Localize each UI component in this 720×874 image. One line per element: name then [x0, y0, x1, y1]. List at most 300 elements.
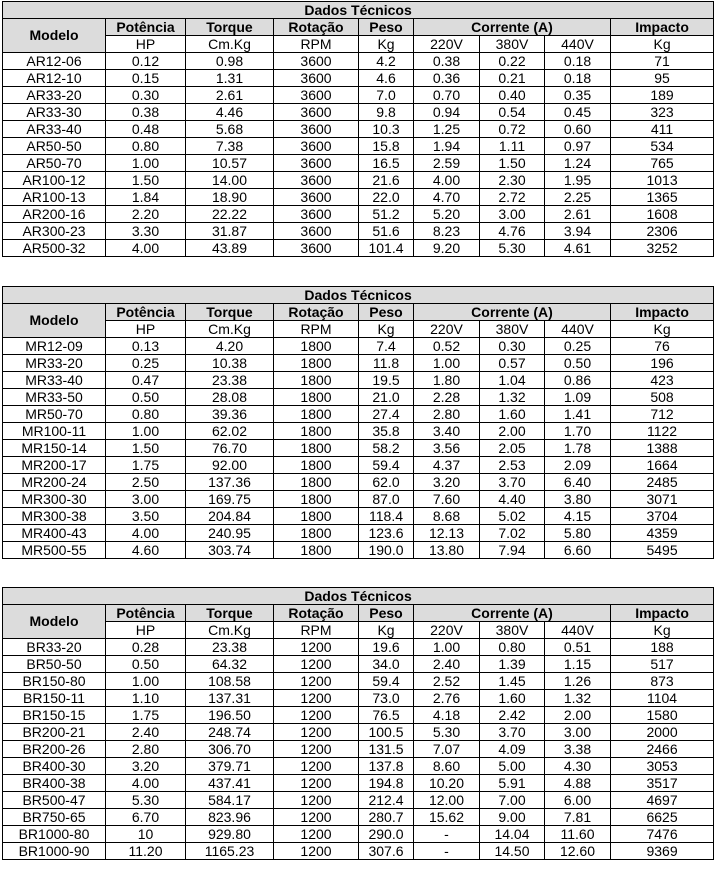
table-cell: BR500-47: [3, 792, 106, 809]
table-cell: 1.11: [480, 138, 545, 155]
table-cell: 1.00: [106, 673, 186, 690]
table-cell: 1200: [274, 707, 359, 724]
table-row: [3, 639, 714, 656]
units-row: [3, 36, 714, 53]
table-cell: 290.0: [359, 826, 414, 843]
table-cell: 0.38: [414, 53, 480, 70]
table-cell: 51.6: [359, 223, 414, 240]
table-cell: 1.15: [545, 656, 611, 673]
col-header-modelo: Modelo: [3, 304, 106, 338]
table-cell: 14.04: [480, 826, 545, 843]
table-cell: 3.50: [106, 508, 186, 525]
table-cell: 2.20: [106, 206, 186, 223]
table-cell: BR200-26: [3, 741, 106, 758]
table-cell: 1013: [611, 172, 714, 189]
table-cell: 1.00: [414, 355, 480, 372]
table-row: [3, 138, 714, 155]
table-cell: 10.20: [414, 775, 480, 792]
table-cell: 6.60: [545, 542, 611, 559]
table-cell: 248.74: [186, 724, 274, 741]
unit-v440: 440V: [545, 622, 611, 639]
table-row: [3, 189, 714, 206]
table-row: [3, 673, 714, 690]
table-cell: 19.5: [359, 372, 414, 389]
unit-v440: 440V: [545, 36, 611, 53]
table-cell: 5.20: [414, 206, 480, 223]
table-cell: 1200: [274, 826, 359, 843]
table-cell: 62.0: [359, 474, 414, 491]
table-cell: 712: [611, 406, 714, 423]
table-row: [3, 474, 714, 491]
table-cell: 3600: [274, 155, 359, 172]
col-header-modelo: Modelo: [3, 605, 106, 639]
col-header-impacto: Impacto: [611, 304, 714, 321]
col-header-potencia: Potência: [106, 304, 186, 321]
table-cell: 10.38: [186, 355, 274, 372]
table-cell: 3600: [274, 206, 359, 223]
table-cell: 0.28: [106, 639, 186, 656]
table-cell: 137.31: [186, 690, 274, 707]
table-cell: 3.80: [545, 491, 611, 508]
table-cell: 3053: [611, 758, 714, 775]
tech-table-br: [2, 587, 713, 860]
table-row: [3, 206, 714, 223]
table-cell: 118.4: [359, 508, 414, 525]
table-cell: 1365: [611, 189, 714, 206]
table-cell: 19.6: [359, 639, 414, 656]
table-cell: MR12-09: [3, 338, 106, 355]
table-cell: 1200: [274, 741, 359, 758]
table-cell: 3.20: [106, 758, 186, 775]
table-cell: 1.50: [106, 440, 186, 457]
table-cell: MR500-55: [3, 542, 106, 559]
table-cell: 3071: [611, 491, 714, 508]
table-cell: BR400-38: [3, 775, 106, 792]
col-header-torque: Torque: [186, 605, 274, 622]
table-cell: BR50-50: [3, 656, 106, 673]
col-header-impacto: Impacto: [611, 605, 714, 622]
table-cell: 1200: [274, 724, 359, 741]
units-row: [3, 321, 714, 338]
table-cell: 0.86: [545, 372, 611, 389]
table-cell: BR150-15: [3, 707, 106, 724]
table-cell: 1.75: [106, 707, 186, 724]
table-cell: 10.3: [359, 121, 414, 138]
table-cell: 1.04: [480, 372, 545, 389]
table-cell: 1800: [274, 440, 359, 457]
unit-torque: Cm.Kg: [186, 36, 274, 53]
table-cell: 3704: [611, 508, 714, 525]
table-cell: 3600: [274, 121, 359, 138]
table-cell: BR150-11: [3, 690, 106, 707]
table-cell: 1200: [274, 758, 359, 775]
table-cell: 379.71: [186, 758, 274, 775]
table-cell: 2.80: [106, 741, 186, 758]
table-cell: MR33-20: [3, 355, 106, 372]
table-cell: 59.4: [359, 673, 414, 690]
table-cell: 76: [611, 338, 714, 355]
table-row: [3, 826, 714, 843]
table-cell: 1200: [274, 809, 359, 826]
header-row: [3, 304, 714, 321]
col-header-corrente: Corrente (A): [414, 304, 611, 321]
table-cell: 10: [106, 826, 186, 843]
table-cell: 13.80: [414, 542, 480, 559]
table-cell: 87.0: [359, 491, 414, 508]
table-cell: -: [414, 826, 480, 843]
table-cell: 0.51: [545, 639, 611, 656]
col-header-peso: Peso: [359, 19, 414, 36]
table-cell: 12.60: [545, 843, 611, 860]
table-cell: 6.40: [545, 474, 611, 491]
table-cell: 0.60: [545, 121, 611, 138]
table-cell: 0.80: [106, 138, 186, 155]
table-cell: 303.74: [186, 542, 274, 559]
table-cell: 411: [611, 121, 714, 138]
table-cell: 0.94: [414, 104, 480, 121]
table-cell: 3.38: [545, 741, 611, 758]
unit-rotacao: RPM: [274, 321, 359, 338]
table-cell: 7.94: [480, 542, 545, 559]
table-cell: 34.0: [359, 656, 414, 673]
table-cell: 169.75: [186, 491, 274, 508]
table-cell: 1200: [274, 673, 359, 690]
table-cell: 14.50: [480, 843, 545, 860]
table-cell: 280.7: [359, 809, 414, 826]
table-cell: 1.00: [106, 423, 186, 440]
table-cell: 5495: [611, 542, 714, 559]
table-cell: AR100-12: [3, 172, 106, 189]
table-cell: 4.00: [106, 525, 186, 542]
table-cell: 4.40: [480, 491, 545, 508]
table-cell: 0.35: [545, 87, 611, 104]
unit-v220: 220V: [414, 622, 480, 639]
table-cell: 12.13: [414, 525, 480, 542]
table-cell: 3.40: [414, 423, 480, 440]
col-header-potencia: Potência: [106, 605, 186, 622]
unit-v220: 220V: [414, 321, 480, 338]
table-cell: MR100-11: [3, 423, 106, 440]
unit-rotacao: RPM: [274, 622, 359, 639]
table-cell: 1200: [274, 843, 359, 860]
table-cell: BR750-65: [3, 809, 106, 826]
table-cell: MR200-17: [3, 457, 106, 474]
table-row: [3, 809, 714, 826]
table-cell: 3600: [274, 172, 359, 189]
table-cell: 3.00: [106, 491, 186, 508]
table-cell: 0.30: [480, 338, 545, 355]
table-row: [3, 355, 714, 372]
table-cell: 765: [611, 155, 714, 172]
table-cell: 9369: [611, 843, 714, 860]
table-cell: 196: [611, 355, 714, 372]
table-cell: 11.8: [359, 355, 414, 372]
table-cell: 1.26: [545, 673, 611, 690]
table-cell: 2.80: [414, 406, 480, 423]
table-cell: 1200: [274, 656, 359, 673]
table-cell: 0.13: [106, 338, 186, 355]
table-cell: 1.00: [106, 155, 186, 172]
table-cell: 11.20: [106, 843, 186, 860]
table-cell: 31.87: [186, 223, 274, 240]
table-cell: 27.4: [359, 406, 414, 423]
table-cell: 0.97: [545, 138, 611, 155]
unit-impacto: Kg: [611, 36, 714, 53]
table-cell: 4.00: [106, 240, 186, 257]
unit-peso: Kg: [359, 321, 414, 338]
table-cell: 22.0: [359, 189, 414, 206]
table-cell: 4697: [611, 792, 714, 809]
table-cell: 51.2: [359, 206, 414, 223]
col-header-modelo: Modelo: [3, 19, 106, 53]
table-cell: 4.88: [545, 775, 611, 792]
table-cell: 2.59: [414, 155, 480, 172]
table-cell: 8.68: [414, 508, 480, 525]
table-cell: 4.00: [106, 775, 186, 792]
table-cell: AR12-06: [3, 53, 106, 70]
table-cell: 2.61: [545, 206, 611, 223]
table-cell: 23.38: [186, 372, 274, 389]
table-cell: 137.8: [359, 758, 414, 775]
table-row: [3, 656, 714, 673]
table-cell: 0.70: [414, 87, 480, 104]
table-cell: 3.30: [106, 223, 186, 240]
table-cell: MR300-38: [3, 508, 106, 525]
table-cell: 508: [611, 389, 714, 406]
tech-data-table: [2, 587, 714, 860]
table-cell: 2.09: [545, 457, 611, 474]
table-cell: 1.50: [480, 155, 545, 172]
table-cell: 1.00: [414, 639, 480, 656]
table-cell: 0.18: [545, 53, 611, 70]
table-cell: 7.81: [545, 809, 611, 826]
table-row: [3, 87, 714, 104]
table-cell: MR33-50: [3, 389, 106, 406]
table-cell: BR400-30: [3, 758, 106, 775]
table-cell: 1800: [274, 508, 359, 525]
table-cell: 0.40: [480, 87, 545, 104]
table-cell: 7.0: [359, 87, 414, 104]
table-cell: 12.00: [414, 792, 480, 809]
table-cell: 204.84: [186, 508, 274, 525]
table-cell: 3600: [274, 70, 359, 87]
table-cell: 1.78: [545, 440, 611, 457]
table-cell: 1.94: [414, 138, 480, 155]
tech-table-mr: [2, 286, 713, 559]
table-cell: 1.75: [106, 457, 186, 474]
table-cell: MR50-70: [3, 406, 106, 423]
table-cell: 188: [611, 639, 714, 656]
table-cell: 1.25: [414, 121, 480, 138]
table-row: [3, 240, 714, 257]
table-cell: -: [414, 843, 480, 860]
table-cell: AR50-50: [3, 138, 106, 155]
table-cell: 28.08: [186, 389, 274, 406]
table-cell: 2.05: [480, 440, 545, 457]
table-cell: 0.47: [106, 372, 186, 389]
table-cell: 1800: [274, 474, 359, 491]
title-row: [3, 287, 714, 304]
table-cell: 7.4: [359, 338, 414, 355]
table-cell: 0.80: [106, 406, 186, 423]
unit-v440: 440V: [545, 321, 611, 338]
unit-v380: 380V: [480, 321, 545, 338]
col-header-rotacao: Rotação: [274, 304, 359, 321]
col-header-torque: Torque: [186, 19, 274, 36]
unit-potencia: HP: [106, 36, 186, 53]
table-cell: 3600: [274, 87, 359, 104]
table-cell: 0.50: [106, 656, 186, 673]
table-row: [3, 223, 714, 240]
table-cell: 5.30: [106, 792, 186, 809]
table-cell: 5.91: [480, 775, 545, 792]
table-cell: 2.00: [545, 707, 611, 724]
table-row: [3, 741, 714, 758]
unit-potencia: HP: [106, 622, 186, 639]
table-row: [3, 758, 714, 775]
table-row: [3, 690, 714, 707]
col-header-impacto: Impacto: [611, 19, 714, 36]
table-cell: 9.00: [480, 809, 545, 826]
table-cell: 62.02: [186, 423, 274, 440]
table-cell: 3517: [611, 775, 714, 792]
table-row: [3, 508, 714, 525]
table-cell: 101.4: [359, 240, 414, 257]
col-header-corrente: Corrente (A): [414, 19, 611, 36]
table-cell: 2485: [611, 474, 714, 491]
table-cell: 21.6: [359, 172, 414, 189]
table-cell: 4.18: [414, 707, 480, 724]
table-row: [3, 843, 714, 860]
table-cell: 1200: [274, 639, 359, 656]
table-cell: 2.00: [480, 423, 545, 440]
table-cell: 3.70: [480, 474, 545, 491]
table-cell: 3.00: [480, 206, 545, 223]
table-row: [3, 104, 714, 121]
table-cell: AR12-10: [3, 70, 106, 87]
table-row: [3, 525, 714, 542]
table-row: [3, 491, 714, 508]
unit-potencia: HP: [106, 321, 186, 338]
table-cell: 95: [611, 70, 714, 87]
table-cell: 1.84: [106, 189, 186, 206]
table-cell: 71: [611, 53, 714, 70]
table-cell: 1800: [274, 423, 359, 440]
col-header-peso: Peso: [359, 605, 414, 622]
table-cell: 131.5: [359, 741, 414, 758]
table-cell: 76.5: [359, 707, 414, 724]
unit-v380: 380V: [480, 622, 545, 639]
table-cell: 534: [611, 138, 714, 155]
table-cell: 7476: [611, 826, 714, 843]
table-cell: 929.80: [186, 826, 274, 843]
table-cell: 1800: [274, 542, 359, 559]
table-title: Dados Técnicos: [3, 2, 714, 19]
table-cell: AR300-23: [3, 223, 106, 240]
table-cell: 2.76: [414, 690, 480, 707]
table-cell: 2.28: [414, 389, 480, 406]
unit-peso: Kg: [359, 622, 414, 639]
table-cell: 240.95: [186, 525, 274, 542]
col-header-peso: Peso: [359, 304, 414, 321]
unit-impacto: Kg: [611, 321, 714, 338]
table-row: [3, 155, 714, 172]
table-cell: 1388: [611, 440, 714, 457]
table-cell: 4.20: [186, 338, 274, 355]
table-cell: 4.09: [480, 741, 545, 758]
table-cell: 0.25: [545, 338, 611, 355]
table-cell: 423: [611, 372, 714, 389]
header-row: [3, 605, 714, 622]
table-cell: 22.22: [186, 206, 274, 223]
table-cell: 1.45: [480, 673, 545, 690]
col-header-potencia: Potência: [106, 19, 186, 36]
table-cell: 2306: [611, 223, 714, 240]
tech-data-table: [2, 1, 714, 257]
table-cell: 6625: [611, 809, 714, 826]
table-cell: 194.8: [359, 775, 414, 792]
table-cell: 2.25: [545, 189, 611, 206]
table-cell: 1122: [611, 423, 714, 440]
table-cell: 76.70: [186, 440, 274, 457]
table-cell: 39.36: [186, 406, 274, 423]
table-cell: 1.60: [480, 690, 545, 707]
table-cell: 8.60: [414, 758, 480, 775]
table-cell: 0.52: [414, 338, 480, 355]
table-cell: 18.90: [186, 189, 274, 206]
table-cell: 7.38: [186, 138, 274, 155]
table-cell: AR100-13: [3, 189, 106, 206]
table-cell: 21.0: [359, 389, 414, 406]
table-cell: MR400-43: [3, 525, 106, 542]
table-cell: 15.8: [359, 138, 414, 155]
table-cell: 123.6: [359, 525, 414, 542]
table-cell: 2000: [611, 724, 714, 741]
table-cell: BR33-20: [3, 639, 106, 656]
table-cell: 1608: [611, 206, 714, 223]
table-row: [3, 792, 714, 809]
table-cell: 517: [611, 656, 714, 673]
unit-v220: 220V: [414, 36, 480, 53]
table-cell: 307.6: [359, 843, 414, 860]
table-cell: 0.21: [480, 70, 545, 87]
table-row: [3, 172, 714, 189]
table-cell: 23.38: [186, 639, 274, 656]
table-cell: 0.36: [414, 70, 480, 87]
table-cell: 137.36: [186, 474, 274, 491]
table-cell: 0.72: [480, 121, 545, 138]
table-cell: 7.02: [480, 525, 545, 542]
table-cell: 0.30: [106, 87, 186, 104]
table-cell: 1.24: [545, 155, 611, 172]
table-cell: 7.07: [414, 741, 480, 758]
table-row: [3, 542, 714, 559]
table-cell: 1800: [274, 491, 359, 508]
table-cell: 35.8: [359, 423, 414, 440]
table-cell: 196.50: [186, 707, 274, 724]
table-cell: 1800: [274, 355, 359, 372]
table-cell: 11.60: [545, 826, 611, 843]
table-cell: 4.6: [359, 70, 414, 87]
unit-torque: Cm.Kg: [186, 622, 274, 639]
table-cell: 4.15: [545, 508, 611, 525]
table-row: [3, 338, 714, 355]
unit-rotacao: RPM: [274, 36, 359, 53]
table-row: [3, 724, 714, 741]
table-cell: 4.61: [545, 240, 611, 257]
table-cell: 1.41: [545, 406, 611, 423]
table-cell: 1800: [274, 389, 359, 406]
